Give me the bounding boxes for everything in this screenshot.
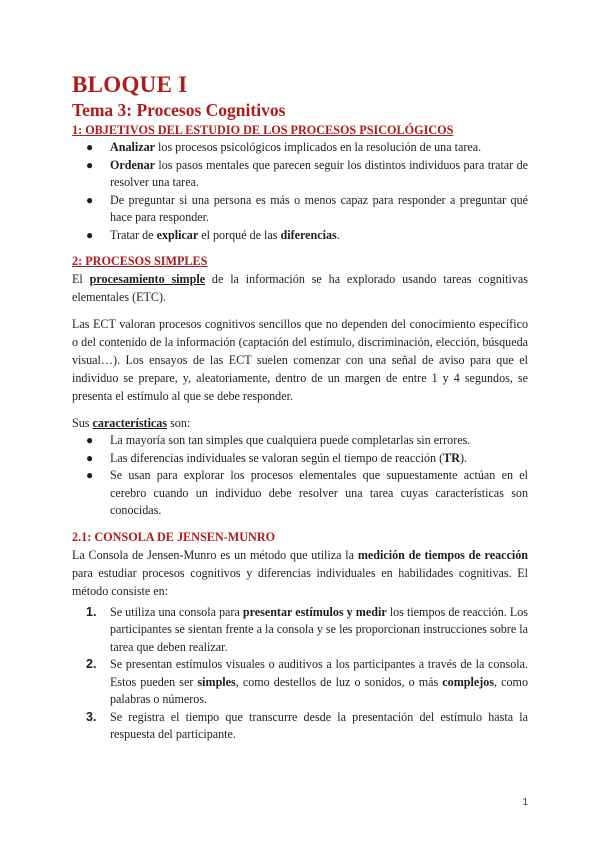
bullet-icon: ●: [86, 450, 94, 465]
section-2-1-heading: 2.1: CONSOLA DE JENSEN-MUNRO: [72, 529, 276, 544]
document-page: [72, 72, 528, 744]
objectives-list: [72, 139, 528, 244]
step-number: 2.: [86, 657, 97, 671]
paragraph: La Consola de Jensen-Munro es un método que utiliza la medición de tiempos de reacción para estudiar procesos cognitivos y diferencias individuales en habilidades cognitivas. El método consiste en:: [72, 547, 528, 598]
step-number: 3.: [86, 709, 97, 724]
bullet-icon: ●: [86, 157, 94, 172]
bullet-icon: ●: [86, 192, 94, 207]
paragraph: El procesamiento simple de la información se ha explorado usando tareas cognitivas elementales (ETC).: [72, 272, 528, 304]
list-item: 2. Se presentan estímulos visuales o auditivos a los participantes a través de la consola. Estos pueden ser simples, como destellos de luz o sonidos, o más complejos, como palabras o números.: [86, 657, 528, 706]
list-item: 3. Se registra el tiempo que transcurre desde la presentación del estímulo hasta la respuesta del participante.: [86, 709, 528, 741]
paragraph: Sus características son:: [72, 416, 191, 430]
section-2-heading: 2: PROCESOS SIMPLES: [72, 254, 208, 268]
topic-title: Tema 3: Procesos Cognitivos: [72, 100, 286, 120]
list-item: ● Tratar de explicar el porqué de las diferencias.: [72, 227, 528, 245]
characteristics-list: [72, 432, 528, 520]
list-item: ● Se usan para explorar los procesos elementales que supuestamente actúan en el cerebro cuando un individuo debe resolver una tarea cuyas características son conocidas.: [86, 468, 528, 517]
list-item: ● De preguntar si una persona es más o menos capaz para responder a preguntar qué hace para responder.: [86, 192, 528, 224]
list-item: ● Las diferencias individuales se valoran según el tiempo de reacción (TR).: [72, 450, 528, 468]
list-item: 1. Se utiliza una consola para presentar estímulos y medir los tiempos de reacción. Los participantes se sientan frente a la consola y se les proporcionan instrucciones sobre la tarea que deben realizar.: [86, 604, 528, 654]
page-number: 1: [522, 797, 528, 808]
bullet-icon: ●: [86, 227, 94, 242]
list-item: ● Ordenar los pasos mentales que parecen seguir los distintos individuos para tratar de resolver una tarea.: [86, 157, 528, 189]
bullet-icon: ●: [86, 140, 94, 154]
bullet-icon: ●: [86, 468, 94, 482]
method-steps-list: [72, 604, 528, 744]
list-item: ● La mayoría son tan simples que cualquiera puede completarlas sin errores.: [72, 432, 528, 450]
paragraph: Las ECT valoran procesos cognitivos sencillos que no dependen del conocimiento específico o del contenido de la información (captación del estímulo, discriminación, elección, búsqueda visual…). Los ensayos de las ECT suelen comenzar con una señal de aviso para que el individuo se prepare, y, aleatoriamente, dentro de un margen de entre 1 y 4 segundos, se presenta el estímulo al que se debe responder.: [72, 317, 528, 403]
list-item: ● Analizar los procesos psicológicos implicados en la resolución de una tarea.: [72, 139, 528, 157]
document-title: BLOQUE I: [72, 72, 188, 97]
section-1-heading: 1: OBJETIVOS DEL ESTUDIO DE LOS PROCESOS PSICOLÓGICOS: [72, 123, 454, 137]
step-number: 1.: [86, 604, 97, 619]
bullet-icon: ●: [86, 433, 94, 447]
